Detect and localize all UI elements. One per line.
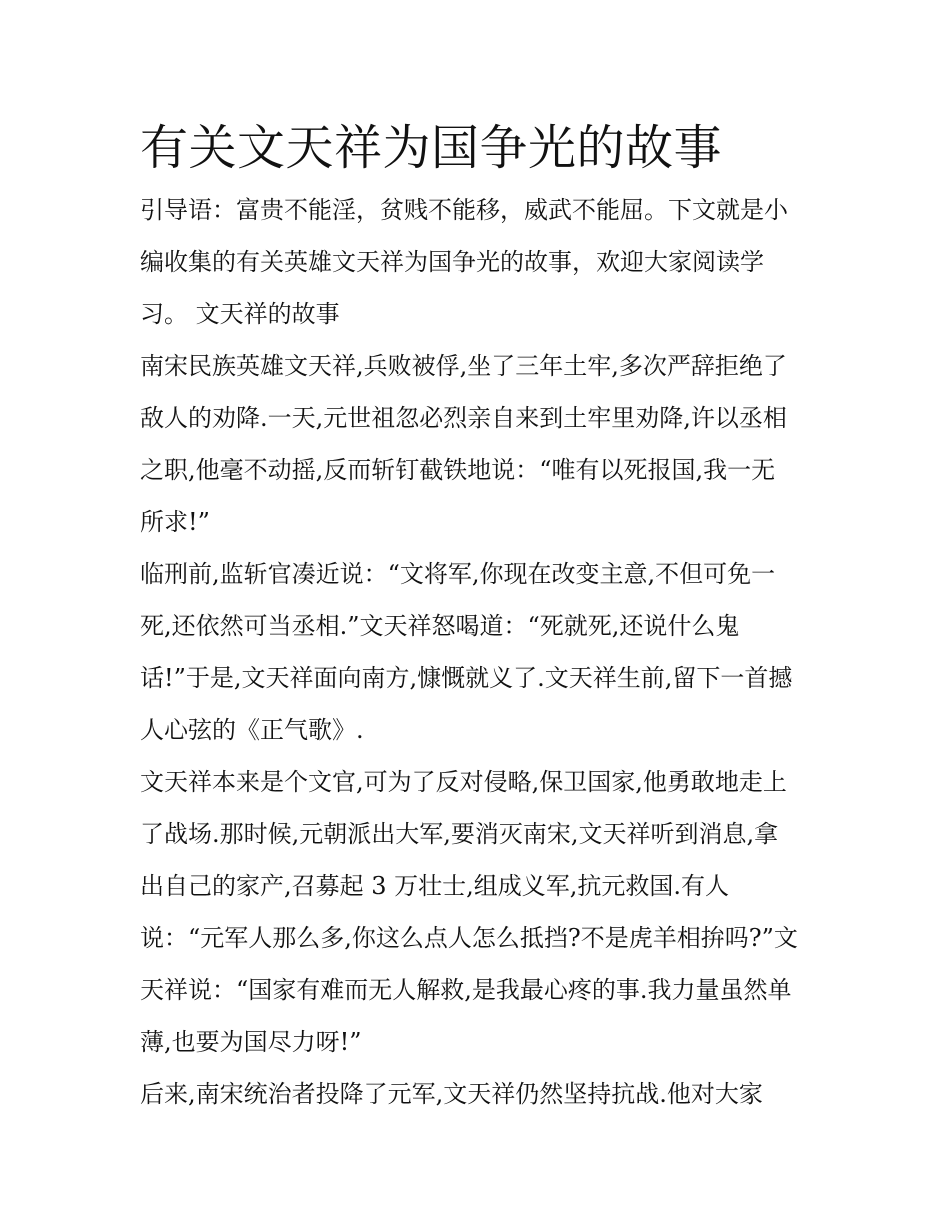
paragraph-execution	[140, 548, 820, 756]
text-line: 南宋民族英雄文天祥,兵败被俘,坐了三年土牢,多次严辞拒绝了	[140, 352, 787, 380]
text-line: 所求!”	[140, 508, 210, 536]
text-line: 敌人的劝降.一天,元世祖忽必烈亲自来到土牢里劝降,许以丞相	[140, 404, 787, 432]
text-line: 话!”于是,文天祥面向南方,慷慨就义了.文天祥生前,留下一首撼	[140, 664, 793, 692]
text-line: 引导语：富贵不能淫，贫贱不能移，威武不能屈。下文就是小	[140, 196, 788, 224]
paragraph-captivity	[140, 340, 820, 548]
text-line: 出自己的家产,召募起 3 万壮士,组成义军,抗元救国.有人	[140, 872, 730, 900]
text-line: 编收集的有关英雄文天祥为国争光的故事，欢迎大家阅读学	[140, 248, 764, 276]
paragraph-militia	[140, 756, 820, 1068]
paragraph-resistance	[140, 1068, 820, 1120]
document-title: 有关文天祥为国争光的故事	[140, 120, 723, 176]
paragraph-intro	[140, 184, 820, 340]
text-line: 习。 文天祥的故事	[140, 300, 340, 328]
text-line: 后来,南宋统治者投降了元军,文天祥仍然坚持抗战.他对大家	[140, 1080, 763, 1108]
text-line: 之职,他毫不动摇,反而斩钉截铁地说：“唯有以死报国,我一无	[140, 456, 776, 484]
text-line: 天祥说：“国家有难而无人解救,是我最心疼的事.我力量虽然单	[140, 976, 792, 1004]
text-line: 临刑前,监斩官凑近说：“文将军,你现在改变主意,不但可免一	[140, 560, 776, 588]
text-line: 人心弦的《正气歌》.	[140, 716, 364, 744]
text-line: 了战场.那时候,元朝派出大军,要消灭南宋,文天祥听到消息,拿	[140, 820, 779, 848]
text-line: 说：“元军人那么多,你这么点人怎么抵挡?不是虎羊相拚吗?”文	[140, 924, 798, 952]
text-line: 死,还依然可当丞相.”文天祥怒喝道：“死就死,还说什么鬼	[140, 612, 740, 640]
text-line: 薄,也要为国尽力呀!”	[140, 1028, 362, 1056]
document-body	[140, 112, 820, 1120]
text-line: 文天祥本来是个文官,可为了反对侵略,保卫国家,他勇敢地走上	[140, 768, 787, 796]
